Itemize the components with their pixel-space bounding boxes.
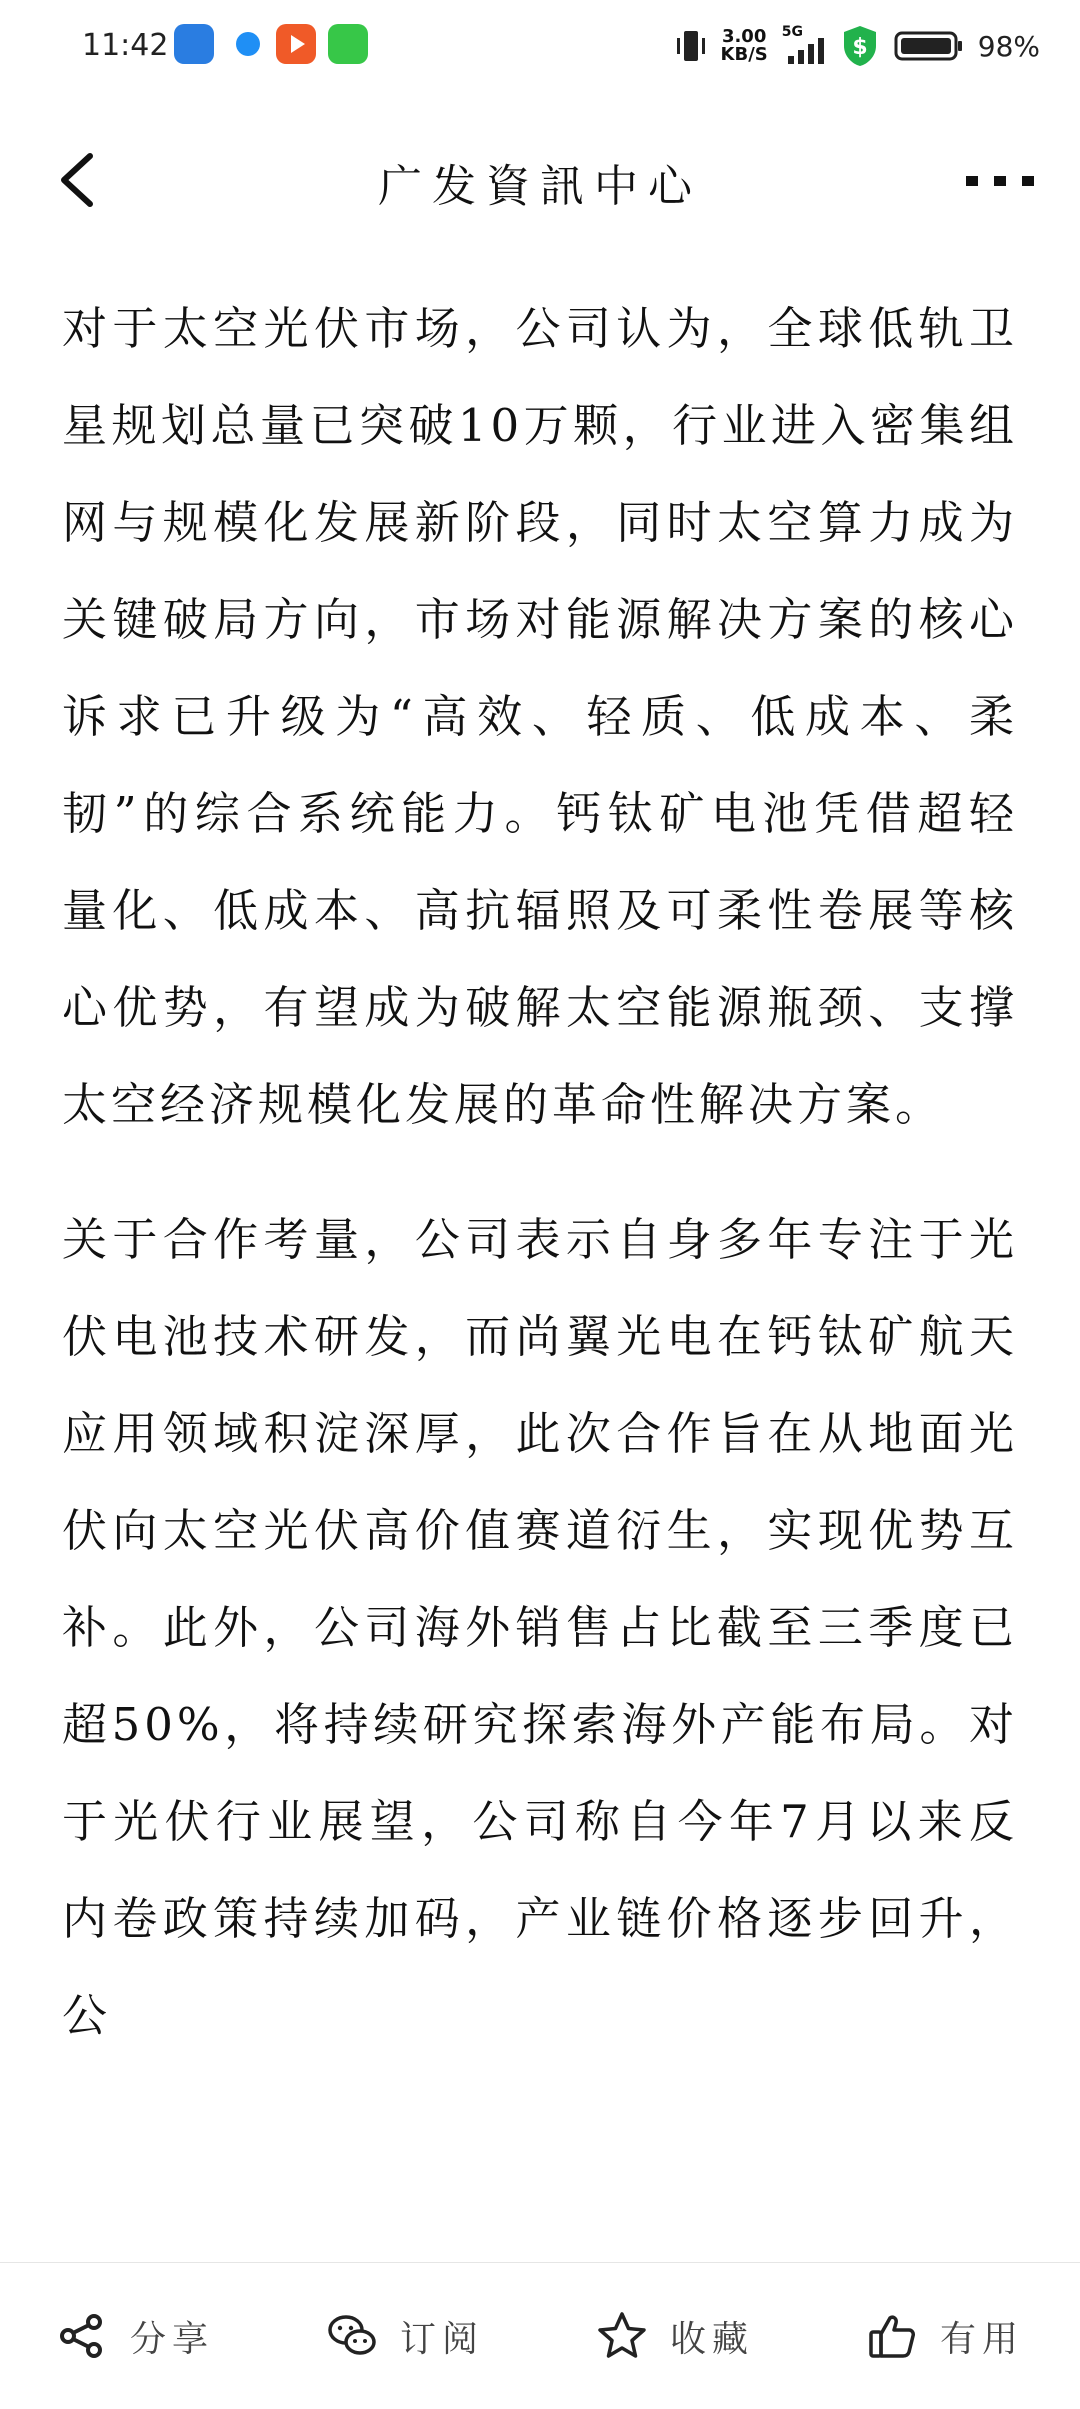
security-shield-icon (840, 24, 880, 68)
share-icon (56, 2310, 108, 2362)
thumbs-up-icon (866, 2310, 918, 2362)
wechat-icon (326, 2310, 378, 2362)
net-speed-value: 3.00 (721, 26, 767, 47)
signal-5g-icon (781, 24, 826, 64)
favorite-label: 收藏 (669, 2318, 754, 2360)
subscribe-button[interactable] (270, 2263, 540, 2409)
video-app-icon (276, 24, 316, 64)
status-time: 11:42 (82, 28, 169, 63)
browser-app-icon (228, 24, 268, 64)
share-label: 分享 (129, 2318, 214, 2360)
favorite-button[interactable] (540, 2263, 810, 2409)
battery-icon (894, 29, 964, 63)
article-paragraph: 对于太空光伏市场，公司认为，全球低轨卫星规划总量已突破10万颗，行业进入密集组网与规模化发展新阶段，同时太空算力成为关键破局方向，市场对能源解决方案的核心诉求已升级为“高效、轻质、低成本、柔韧”的综合系统能力。钙钛矿电池凭借超轻量化、低成本、高抗辐照及可柔性卷展等核心优势，有望成为破解太空能源瓶颈、支撑太空经济规模化发展的革命性解决方案。 (62, 302, 1018, 1131)
network-type: 5G (781, 24, 803, 40)
more-dots-icon (960, 150, 1040, 210)
net-speed (721, 28, 768, 64)
net-speed-unit: KB/S (720, 44, 768, 65)
article-body (62, 280, 1018, 2102)
green-app-icon (328, 24, 368, 64)
bottom-action-bar (0, 2262, 1080, 2409)
more-options-button[interactable] (960, 150, 1040, 210)
star-icon (596, 2310, 648, 2362)
status-indicators (675, 24, 1040, 68)
subscribe-label: 订阅 (399, 2318, 484, 2360)
battery-percent: 98% (977, 29, 1040, 63)
article-paragraph: 关于合作考量，公司表示自身多年专注于光伏电池技术研发，而尚翼光电在钙钛矿航天应用领域积淀深厚，此次合作旨在从地面光伏向太空光伏高价值赛道衍生，实现优势互补。此外，公司海外销售占比截至三季度已超50%，将持续研究探索海外产能布局。对于光伏行业展望，公司称自今年7月以来反内卷政策持续加码，产业链价格逐步回升，公 (62, 1213, 1018, 2042)
useful-label: 有用 (939, 2318, 1024, 2360)
gf-app-icon (174, 24, 214, 64)
vibrate-icon (675, 28, 707, 64)
status-bar (0, 0, 1080, 96)
useful-button[interactable] (810, 2263, 1080, 2409)
share-button[interactable] (0, 2263, 270, 2409)
page-title: 广发資訊中心 (378, 161, 702, 212)
svg-text:$: $ (852, 35, 868, 60)
top-navigation-bar (0, 120, 1080, 240)
